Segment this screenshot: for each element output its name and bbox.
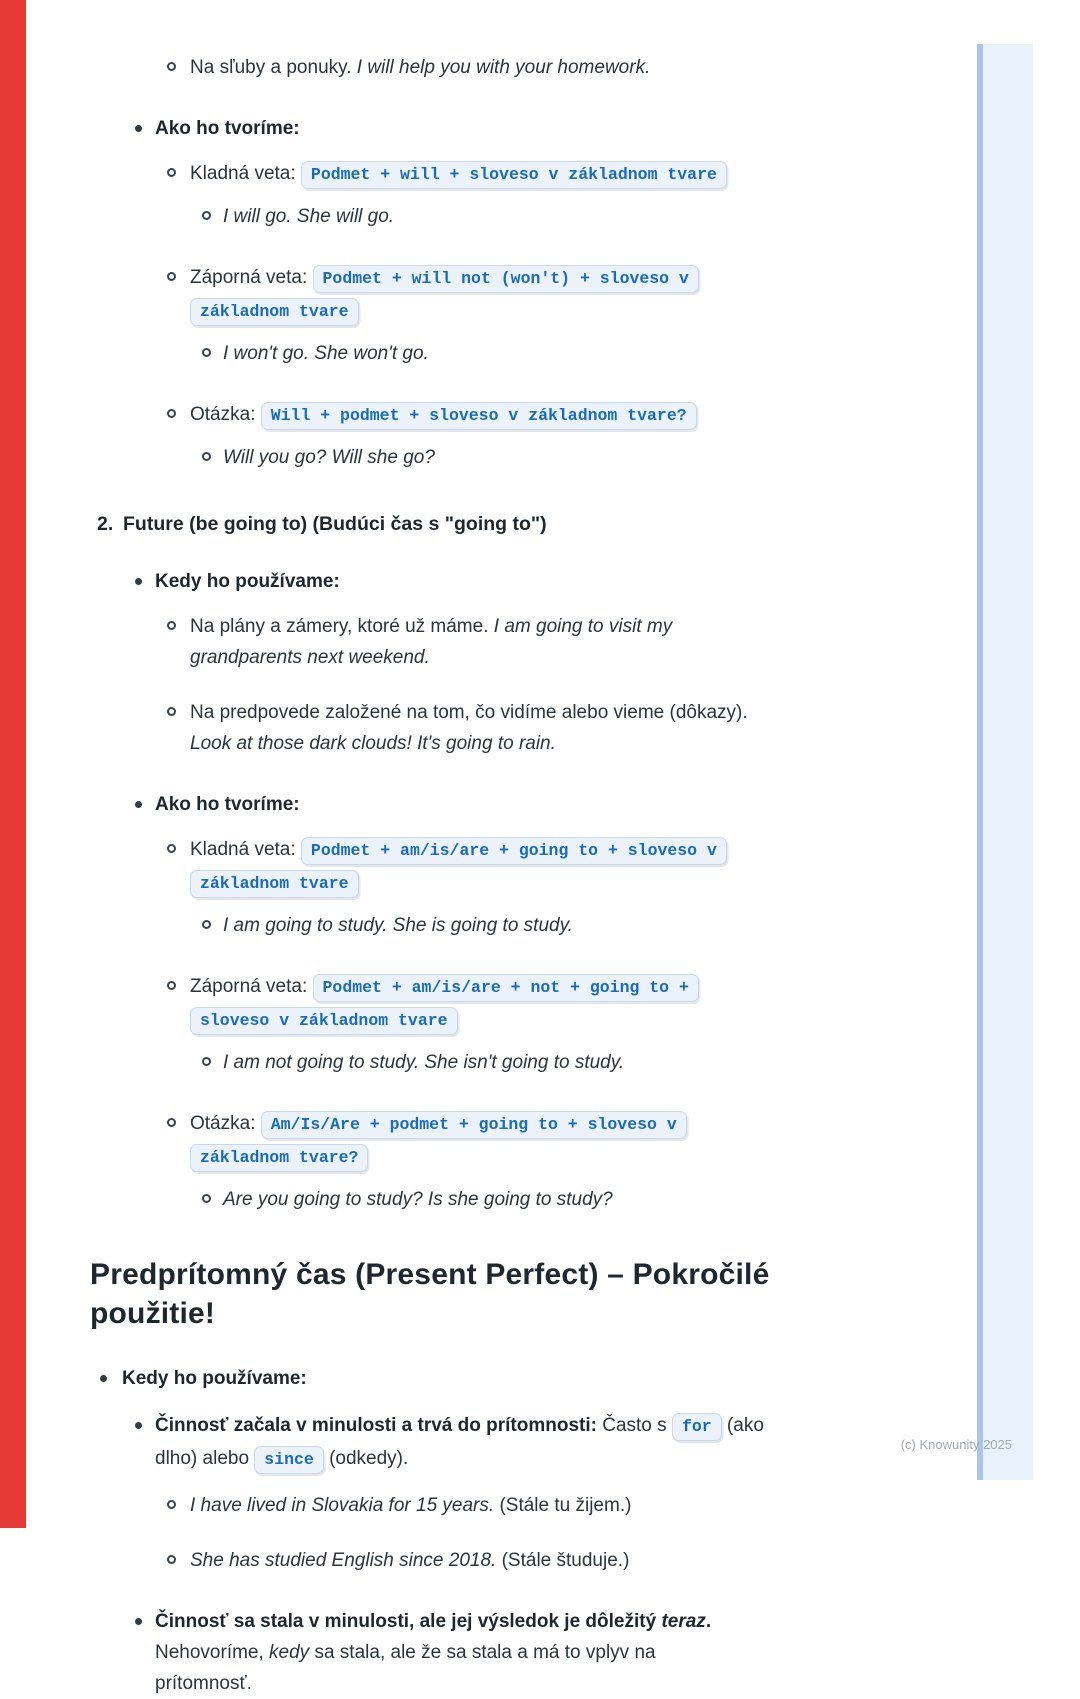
list-item <box>90 566 980 597</box>
text-segment: Will you go? Will she go? <box>223 447 435 468</box>
text-segment: Ako ho tvoríme: <box>155 794 300 815</box>
text-segment: I am going to study. She is going to study. <box>223 915 573 936</box>
circle-bullet-icon <box>167 272 176 281</box>
text-segment: I will go. She will go. <box>223 206 395 227</box>
code-chip: základnom tvare <box>190 870 359 898</box>
list-item <box>90 1108 980 1174</box>
list-item <box>90 262 980 328</box>
list-item <box>90 910 980 941</box>
list-item <box>90 113 980 144</box>
list-item <box>90 1490 980 1521</box>
circle-bullet-icon <box>167 168 176 177</box>
circle-bullet-icon <box>202 1194 211 1203</box>
list-item <box>90 1410 980 1476</box>
text-segment: prítomnosť. <box>155 1673 252 1694</box>
code-chip: základnom tvare? <box>190 1144 368 1172</box>
list-item <box>90 1606 980 1699</box>
circle-bullet-icon <box>202 920 211 929</box>
text-segment: Otázka: <box>190 404 261 425</box>
numbered-list-item <box>90 509 968 540</box>
bullet-icon <box>135 125 142 132</box>
text-segment: Look at those dark clouds! It's going to rain. <box>190 733 556 754</box>
text-line <box>223 1189 613 1210</box>
circle-bullet-icon <box>202 348 211 357</box>
text-line <box>223 206 394 227</box>
text-segment: teraz <box>661 1611 706 1632</box>
text-line <box>190 163 727 184</box>
text-segment: Otázka: <box>190 1113 261 1134</box>
bullet-icon <box>100 1375 107 1382</box>
list-item <box>90 442 980 473</box>
list-item <box>90 611 980 673</box>
text-segment: dlho) alebo <box>155 1448 255 1469</box>
list-item <box>90 1363 967 1394</box>
text-line <box>155 118 300 139</box>
bullet-icon <box>135 1422 142 1429</box>
text-line <box>190 616 672 668</box>
code-chip: sloveso v základnom tvare <box>190 1007 458 1035</box>
text-segment: Predprítomný čas (Present Perfect) – Pokročilé <box>90 1258 770 1291</box>
code-chip: Podmet + am/is/are + not + going to + <box>313 974 699 1002</box>
text-line <box>155 1415 764 1469</box>
text-segment: (ako <box>721 1415 764 1436</box>
list-item <box>90 789 980 820</box>
circle-bullet-icon <box>167 409 176 418</box>
text-segment: I have lived in Slovakia for 15 years. <box>190 1495 495 1516</box>
text-segment: kedy <box>269 1642 310 1663</box>
text-segment: (Stále tu žijem.) <box>494 1495 632 1516</box>
list-item <box>90 1184 980 1215</box>
circle-bullet-icon <box>202 452 211 461</box>
circle-bullet-icon <box>167 1118 176 1127</box>
text-line <box>223 447 435 468</box>
code-chip: since <box>254 1446 324 1474</box>
text-line <box>90 1258 769 1330</box>
text-line <box>190 404 697 425</box>
text-segment: I am going to visit my <box>493 616 673 637</box>
text-line <box>190 267 699 321</box>
text-segment: sa stala, ale že sa stala a má to vplyv na <box>309 1642 656 1663</box>
list-item <box>90 158 980 191</box>
text-segment: Na predpovede založené na tom, čo vidíme alebo vieme (dôkazy). <box>190 702 748 723</box>
code-chip: Podmet + will + sloveso v základnom tvare <box>301 161 727 189</box>
text-segment: Kladná veta: <box>190 839 301 860</box>
text-line <box>223 1052 624 1073</box>
list-item <box>90 971 980 1037</box>
text-segment: Are you going to study? Is she going to study? <box>223 1189 613 1210</box>
text-segment: I am not going to study. She isn't going to study. <box>223 1052 625 1073</box>
code-chip: Am/Is/Are + podmet + going to + sloveso v <box>261 1111 687 1139</box>
code-chip: Podmet + will not (won't) + sloveso v <box>313 265 699 293</box>
text-segment: Kladná veta: <box>190 163 301 184</box>
text-segment: Záporná veta: <box>190 976 313 997</box>
text-line <box>190 976 699 1030</box>
text-line <box>190 57 650 78</box>
circle-bullet-icon <box>202 211 211 220</box>
text-line <box>190 1550 629 1571</box>
text-line <box>223 343 429 364</box>
circle-bullet-icon <box>167 844 176 853</box>
list-item <box>90 1047 980 1078</box>
circle-bullet-icon <box>167 621 176 630</box>
bullet-icon <box>135 578 142 585</box>
text-line <box>190 1495 631 1516</box>
list-item <box>90 834 980 900</box>
circle-bullet-icon <box>167 62 176 71</box>
text-segment: (odkedy). <box>323 1448 409 1469</box>
section-heading <box>90 1255 935 1333</box>
code-chip: Podmet + am/is/are + going to + sloveso v <box>301 837 727 865</box>
text-segment: Nehovoríme, <box>155 1642 270 1663</box>
text-line <box>190 702 748 754</box>
text-segment: Kedy ho používame: <box>155 571 340 592</box>
text-segment: Na plány a zámery, ktoré už máme. <box>190 616 494 637</box>
list-item <box>90 338 980 369</box>
watermark: (c) Knowunity 2025 <box>900 1437 1012 1452</box>
text-segment: Často s <box>596 1415 672 1436</box>
left-accent-bar <box>0 0 26 1528</box>
circle-bullet-icon <box>167 707 176 716</box>
text-line <box>190 1113 687 1167</box>
code-chip: základnom tvare <box>190 298 359 326</box>
text-line <box>123 513 547 535</box>
text-line <box>155 794 300 815</box>
text-line <box>155 571 340 592</box>
code-chip: for <box>672 1413 722 1441</box>
text-segment: Činnosť sa stala v minulosti, ale jej výsledok je dôležitý <box>155 1611 662 1632</box>
list-number: 2. <box>97 513 114 535</box>
circle-bullet-icon <box>167 1500 176 1509</box>
text-line <box>122 1368 307 1389</box>
text-segment: . <box>705 1611 712 1632</box>
list-item <box>90 1545 980 1576</box>
list-item <box>90 201 980 232</box>
circle-bullet-icon <box>202 1057 211 1066</box>
text-segment: Činnosť začala v minulosti a trvá do prítomnosti: <box>155 1415 597 1436</box>
text-segment: Ako ho tvoríme: <box>155 118 300 139</box>
text-segment: Záporná veta: <box>190 267 313 288</box>
text-segment: použitie! <box>90 1297 216 1330</box>
circle-bullet-icon <box>167 1555 176 1564</box>
text-segment: I won't go. She won't go. <box>223 343 429 364</box>
code-chip: Will + podmet + sloveso v základnom tvare? <box>261 402 697 430</box>
bullet-icon <box>135 1618 142 1625</box>
list-item <box>90 399 980 432</box>
bullet-icon <box>135 801 142 808</box>
text-line <box>155 1611 711 1694</box>
text-line <box>190 839 727 893</box>
text-segment: Future (be going to) (Budúci čas s "going to") <box>123 513 547 535</box>
text-segment: (Stále študuje.) <box>496 1550 630 1571</box>
list-item <box>90 697 980 759</box>
text-segment: grandparents next weekend. <box>190 647 430 668</box>
text-segment: Na sľuby a ponuky. <box>190 57 357 78</box>
text-segment: She has studied English since 2018. <box>190 1550 497 1571</box>
list-item <box>90 52 980 83</box>
text-line <box>223 915 573 936</box>
scrollbar-track[interactable] <box>977 44 1033 1480</box>
text-segment: Kedy ho používame: <box>122 1368 307 1389</box>
text-segment: I will help you with your homework. <box>356 57 651 78</box>
circle-bullet-icon <box>167 981 176 990</box>
